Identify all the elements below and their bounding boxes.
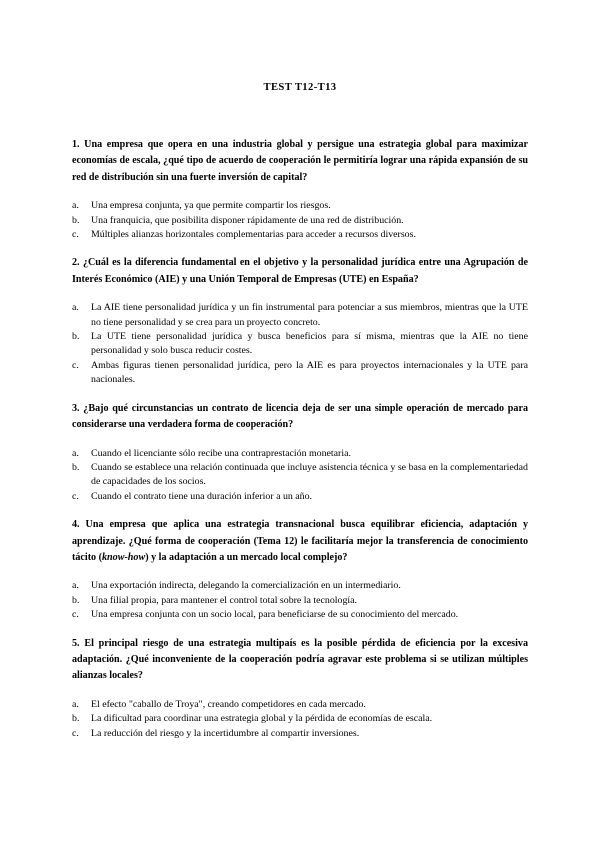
option-text: Cuando el licenciante sólo recibe una contraprestación monetaria. [91, 447, 351, 459]
question-1 [72, 137, 528, 242]
question-2 [72, 255, 528, 387]
options-list [72, 698, 528, 741]
option-a [72, 579, 528, 593]
option-text: Una empresa conjunta, ya que permite compartir los riesgos. [91, 200, 331, 212]
option-text: Una franquicia, que posibilita disponer rápidamente de una red de distribución. [91, 214, 404, 226]
option-text: Cuando el contrato tiene una duración inferior a un año. [91, 490, 313, 502]
option-letter: c. [72, 609, 79, 621]
option-a [72, 447, 528, 461]
options-list [72, 199, 528, 242]
option-letter: c. [72, 229, 79, 241]
option-text: La dificultad para coordinar una estrategia global y la pérdida de economías de escala. [91, 713, 433, 725]
option-c [72, 228, 528, 242]
option-text: Ambas figuras tienen personalidad jurídica, pero la AIE es para proyectos internacionales y la UTE para nacionales. [91, 359, 528, 386]
options-list [72, 447, 528, 505]
option-b [72, 594, 528, 608]
question-text-part: ) y la adaptación a un mercado local complejo? [145, 551, 348, 563]
question-text: 1. Una empresa que opera en una industria global y persigue una estrategia global para maximizar economías de escala, ¿qué tipo de acuerdo de cooperación le permitiría lograr una rápida expansión de su red de distribución sin una fuerte inversión de capital? [72, 139, 528, 183]
option-a [72, 199, 528, 213]
option-letter: a. [72, 447, 79, 459]
option-b [72, 712, 528, 726]
option-letter: b. [72, 331, 80, 343]
option-letter: c. [72, 727, 79, 739]
question-text-italic: know-how [102, 551, 146, 563]
option-c [72, 608, 528, 622]
option-text: La UTE tiene personalidad jurídica y busca beneficios para sí misma, mientras que la AIE no tiene personalidad y solo busca reducir costes. [91, 331, 528, 357]
question-text-part: 4. Una empresa que aplica una estrategia transnacional busca equilibrar eficiencia, adaptación y aprendizaje. ¿Qué forma de cooperación (Tema 12) le facilitaría mejor la transferencia de conocimiento tácito ( [72, 519, 528, 563]
option-text: La AIE tiene personalidad jurídica y un fin instrumental para potenciar a sus miembros, mientras que la UTE no tiene personalidad y se crea para un proyecto concreto. [91, 302, 528, 328]
option-letter: c. [72, 490, 79, 502]
question-text [72, 517, 528, 566]
option-a [72, 698, 528, 712]
option-text: Una filial propia, para mantener el control total sobre la tecnología. [91, 594, 357, 606]
option-letter: b. [72, 594, 80, 606]
option-b [72, 330, 528, 359]
option-c [72, 490, 528, 504]
option-letter: a. [72, 200, 79, 212]
option-letter: a. [72, 302, 79, 314]
options-list [72, 579, 528, 622]
question-5 [72, 636, 528, 741]
option-letter: b. [72, 461, 80, 473]
option-letter: a. [72, 580, 79, 592]
question-list [72, 137, 528, 754]
option-text: Una exportación indirecta, delegando la comercialización en un intermediario. [91, 580, 401, 592]
option-c [72, 727, 528, 741]
question-4 [72, 517, 528, 622]
option-c [72, 359, 528, 388]
question-text: 2. ¿Cuál es la diferencia fundamental en el objetivo y la personalidad jurídica entre una Agrupación de Interés Económico (AIE) y una Unión Temporal de Empresas (UTE) en España? [72, 257, 528, 285]
document-title: TEST T12-T13 [263, 82, 337, 93]
option-letter: c. [72, 359, 79, 371]
question-text: 3. ¿Bajo qué circunstancias un contrato de licencia deja de ser una simple operación de mercado para considerarse una verdadera forma de cooperación? [72, 402, 528, 431]
option-letter: b. [72, 214, 80, 226]
option-text: La reducción del riesgo y la incertidumbre al compartir inversiones. [91, 727, 360, 739]
option-a [72, 301, 528, 330]
option-b [72, 461, 528, 490]
question-3 [72, 401, 528, 504]
options-list [72, 301, 528, 387]
question-text: 5. El principal riesgo de una estrategia multipaís es la posible pérdida de eficiencia por la excesiva adaptación. ¿Qué inconveniente de la cooperación podría agravar este problema si se utilizan múltiples alianzas locales? [72, 637, 528, 682]
option-text: Una empresa conjunta con un socio local, para beneficiarse de su conocimiento del mercado. [91, 609, 459, 621]
option-text: Múltiples alianzas horizontales complementarias para acceder a recursos diversos. [91, 229, 416, 241]
option-b [72, 214, 528, 228]
option-text: El efecto "caballo de Troya", creando competidores en cada mercado. [91, 698, 366, 710]
option-letter: a. [72, 698, 79, 710]
option-text: Cuando se establece una relación continuada que incluye asistencia técnica y se basa en la complementariedad de capacidades de los socios. [91, 461, 528, 488]
option-letter: b. [72, 713, 80, 725]
